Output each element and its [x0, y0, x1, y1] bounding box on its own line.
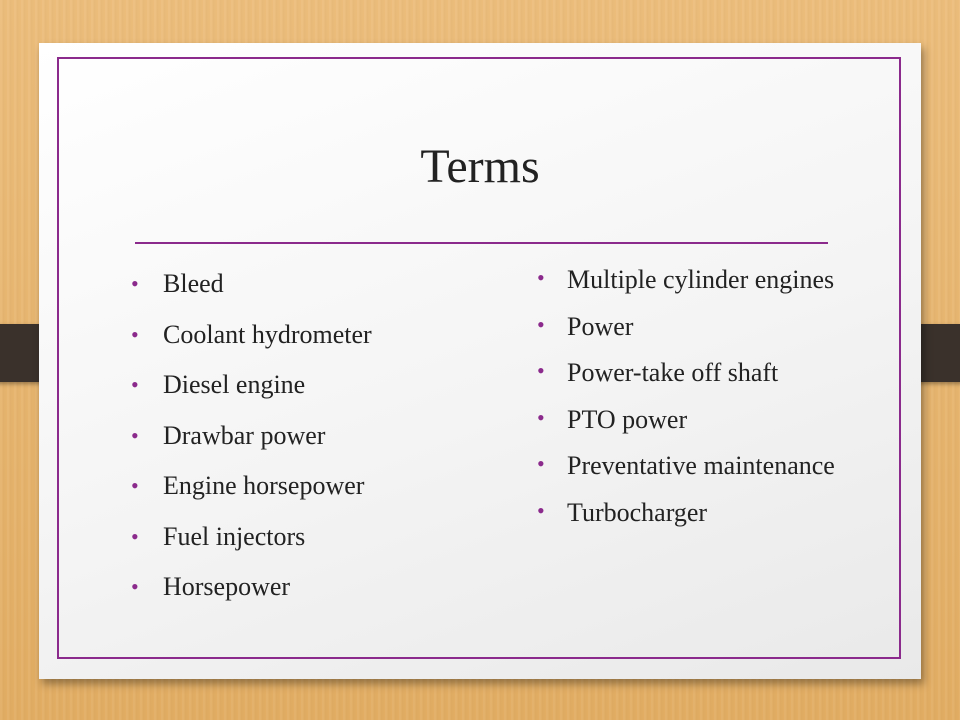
term-label: PTO power: [567, 404, 688, 434]
bullet-icon: •: [131, 473, 139, 498]
bullet-icon: •: [131, 321, 139, 347]
term-label: Horsepower: [163, 572, 291, 601]
list-item: [537, 444, 835, 491]
list-item: [131, 262, 372, 313]
term-label: Power-take off shaft: [567, 358, 779, 387]
bullet-icon: •: [537, 404, 545, 430]
list-item: [131, 515, 372, 566]
term-label: Fuel injectors: [163, 521, 306, 551]
bullet-icon: •: [537, 451, 545, 476]
list-item: [131, 313, 372, 364]
term-label: Drawbar power: [163, 420, 326, 450]
list-item: [537, 398, 835, 445]
term-label: Coolant hydrometer: [163, 319, 372, 349]
list-item: [131, 414, 372, 465]
right-term-list: [537, 258, 835, 537]
list-item: [537, 305, 835, 352]
bullet-icon: •: [131, 372, 139, 397]
term-label: Preventative maintenance: [567, 451, 835, 480]
bullet-icon: •: [131, 574, 139, 599]
list-item: [537, 351, 835, 398]
bullet-icon: •: [537, 265, 545, 290]
bullet-icon: •: [131, 422, 139, 448]
bullet-icon: •: [131, 271, 139, 296]
list-item: [131, 363, 372, 414]
title-divider: [135, 242, 828, 244]
bullet-icon: •: [537, 358, 545, 383]
bullet-icon: •: [131, 523, 139, 549]
term-label: Engine horsepower: [163, 471, 365, 500]
term-label: Bleed: [163, 269, 224, 298]
term-label: Power: [567, 311, 634, 341]
term-label: Turbocharger: [567, 497, 708, 527]
list-item: [537, 258, 835, 305]
term-label: Multiple cylinder engines: [567, 265, 835, 294]
term-label: Diesel engine: [163, 370, 306, 399]
list-item: [131, 565, 372, 616]
left-term-list: [131, 262, 372, 616]
list-item: [131, 464, 372, 515]
bullet-icon: •: [537, 497, 545, 523]
list-item: [537, 491, 835, 538]
bullet-icon: •: [537, 311, 545, 337]
slide-title: Terms: [420, 140, 540, 193]
